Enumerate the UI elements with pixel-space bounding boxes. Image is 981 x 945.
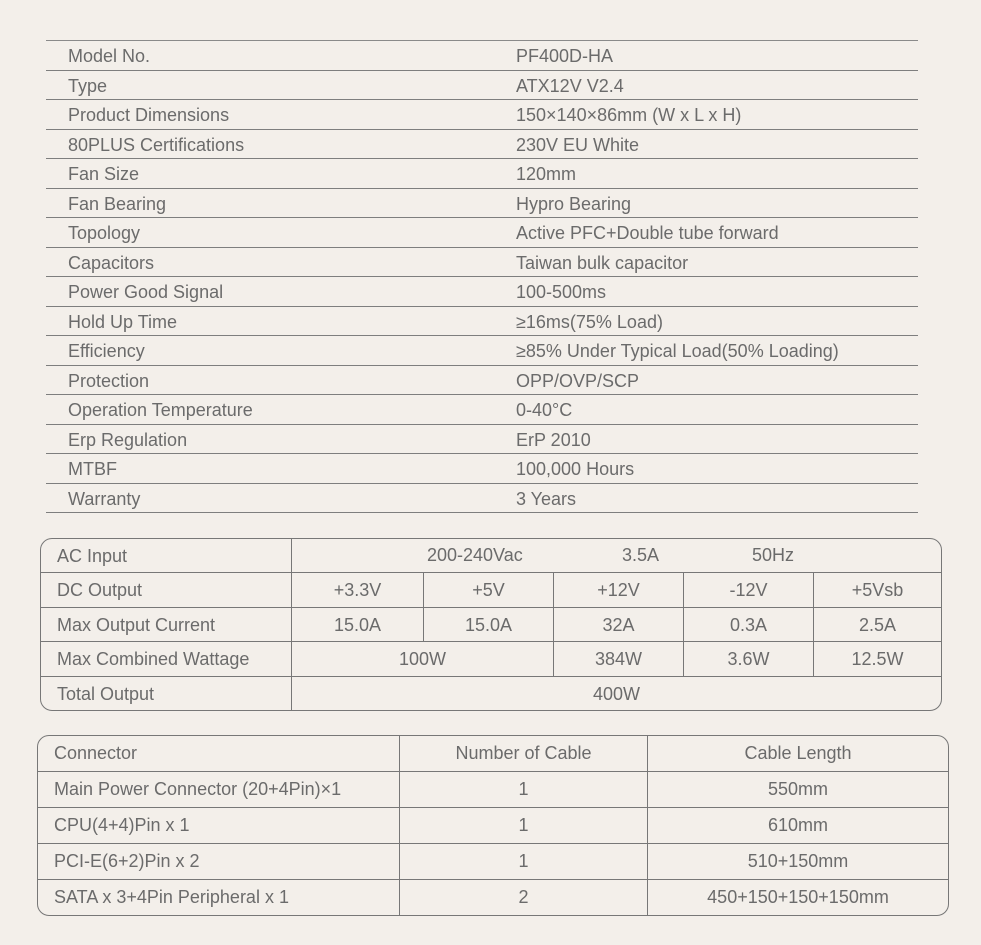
cable-count: 1 [399, 808, 647, 843]
combined-wattage-row [41, 642, 941, 676]
ac-input-values [291, 539, 941, 572]
spec-row-protection [46, 366, 918, 396]
spec-value: Taiwan bulk capacitor [516, 252, 689, 273]
spec-value: Hypro Bearing [516, 193, 632, 214]
cable-count: 2 [399, 880, 647, 916]
rail-12v: +12V [553, 573, 683, 606]
spec-label: MTBF [68, 459, 117, 479]
connector-name: Main Power Connector (20+4Pin)×1 [54, 778, 342, 799]
connector-name: CPU(4+4)Pin x 1 [54, 814, 190, 835]
cable-count: 1 [399, 844, 647, 879]
spec-row-erp [46, 425, 918, 455]
cable-length: 610mm [647, 808, 948, 843]
spec-row-capacitors [46, 248, 918, 278]
spec-row-temperature [46, 395, 918, 425]
spec-value: OPP/OVP/SCP [516, 370, 640, 391]
spec-list [46, 40, 918, 513]
current-5v: 15.0A [423, 608, 553, 641]
dc-output-row [41, 573, 941, 607]
spec-label: Efficiency [68, 341, 145, 361]
wattage-3v3-5v: 100W [291, 642, 553, 675]
cable-length: 510+150mm [647, 844, 948, 879]
ac-input-label: AC Input [57, 546, 128, 566]
spec-label: Fan Size [68, 164, 140, 184]
wattage-n12v: 3.6W [683, 642, 813, 675]
connector-name: PCI-E(6+2)Pin x 2 [54, 850, 200, 871]
total-output-row [41, 677, 941, 711]
wattage-12v: 384W [553, 642, 683, 675]
dc-output-label: DC Output [57, 580, 143, 601]
spec-label: Topology [68, 223, 141, 243]
spec-label: Hold Up Time [68, 311, 178, 332]
spec-value: 100-500ms [516, 282, 607, 302]
spec-label: 80PLUS Certifications [68, 134, 245, 155]
spec-label: Fan Bearing [68, 193, 167, 214]
spec-label: Type [68, 75, 108, 96]
rail-5v: +5V [423, 573, 553, 606]
total-output-label: Total Output [57, 683, 155, 704]
table-row [38, 772, 948, 808]
rail-3v3: +3.3V [291, 573, 423, 606]
spec-row-type [46, 71, 918, 101]
ac-input-frequency: 50Hz [752, 545, 795, 565]
spec-value: ErP 2010 [516, 429, 591, 450]
table-row [38, 844, 948, 880]
spec-value: 0-40°C [516, 400, 573, 420]
cable-length: 450+150+150+150mm [647, 880, 948, 916]
spec-value: 120mm [516, 164, 577, 184]
spec-row-dimensions [46, 100, 918, 130]
current-12v: 32A [553, 608, 683, 641]
spec-value: Active PFC+Double tube forward [516, 223, 779, 243]
spec-label: Capacitors [68, 252, 155, 273]
spec-value: 100,000 Hours [516, 459, 635, 479]
spec-row-fan-bearing [46, 189, 918, 219]
connector-table [37, 735, 949, 916]
connector-header-row [38, 736, 948, 772]
spec-label: Model No. [68, 46, 151, 66]
rail-5vsb: +5Vsb [813, 573, 941, 606]
spec-row-warranty [46, 484, 918, 514]
cable-count: 1 [399, 772, 647, 807]
spec-label: Protection [68, 370, 150, 391]
ac-input-voltage: 200-240Vac [427, 545, 523, 565]
table-row [38, 880, 948, 916]
spec-value: 230V EU White [516, 134, 640, 155]
ac-input-row [41, 539, 941, 573]
header-cable-length: Cable Length [647, 736, 948, 771]
spec-value: ≥85% Under Typical Load(50% Loading) [516, 341, 839, 361]
header-connector: Connector [54, 743, 138, 763]
spec-value: PF400D-HA [516, 46, 614, 66]
rail-n12v: -12V [683, 573, 813, 606]
spec-row-fan-size [46, 159, 918, 189]
total-output-value: 400W [291, 677, 941, 711]
wattage-5vsb: 12.5W [813, 642, 941, 675]
electrical-table [40, 538, 942, 711]
table-row [38, 808, 948, 844]
connector-name: SATA x 3+4Pin Peripheral x 1 [54, 886, 289, 907]
max-current-label: Max Output Current [57, 614, 216, 635]
spec-row-topology [46, 218, 918, 248]
spec-value: ≥16ms(75% Load) [516, 311, 663, 332]
current-5vsb: 2.5A [813, 608, 941, 641]
max-current-row [41, 608, 941, 642]
spec-row-efficiency [46, 336, 918, 366]
spec-label: Operation Temperature [68, 400, 253, 420]
spec-label: Product Dimensions [68, 105, 230, 125]
cable-length: 550mm [647, 772, 948, 807]
spec-label: Warranty [68, 488, 141, 509]
spec-label: Power Good Signal [68, 282, 224, 302]
spec-value: 150×140×86mm (W x L x H) [516, 105, 742, 125]
spec-value: 3 Years [516, 488, 577, 509]
spec-row-hold-up [46, 307, 918, 337]
spec-row-model [46, 41, 918, 71]
current-n12v: 0.3A [683, 608, 813, 641]
spec-value: ATX12V V2.4 [516, 75, 624, 96]
spec-row-mtbf [46, 454, 918, 484]
spec-label: Erp Regulation [68, 429, 188, 450]
ac-input-current: 3.5A [622, 545, 660, 565]
current-3v3: 15.0A [291, 608, 423, 641]
header-cable-count: Number of Cable [399, 736, 647, 771]
combined-wattage-label: Max Combined Wattage [57, 649, 250, 670]
spec-row-certification [46, 130, 918, 160]
spec-row-power-good [46, 277, 918, 307]
